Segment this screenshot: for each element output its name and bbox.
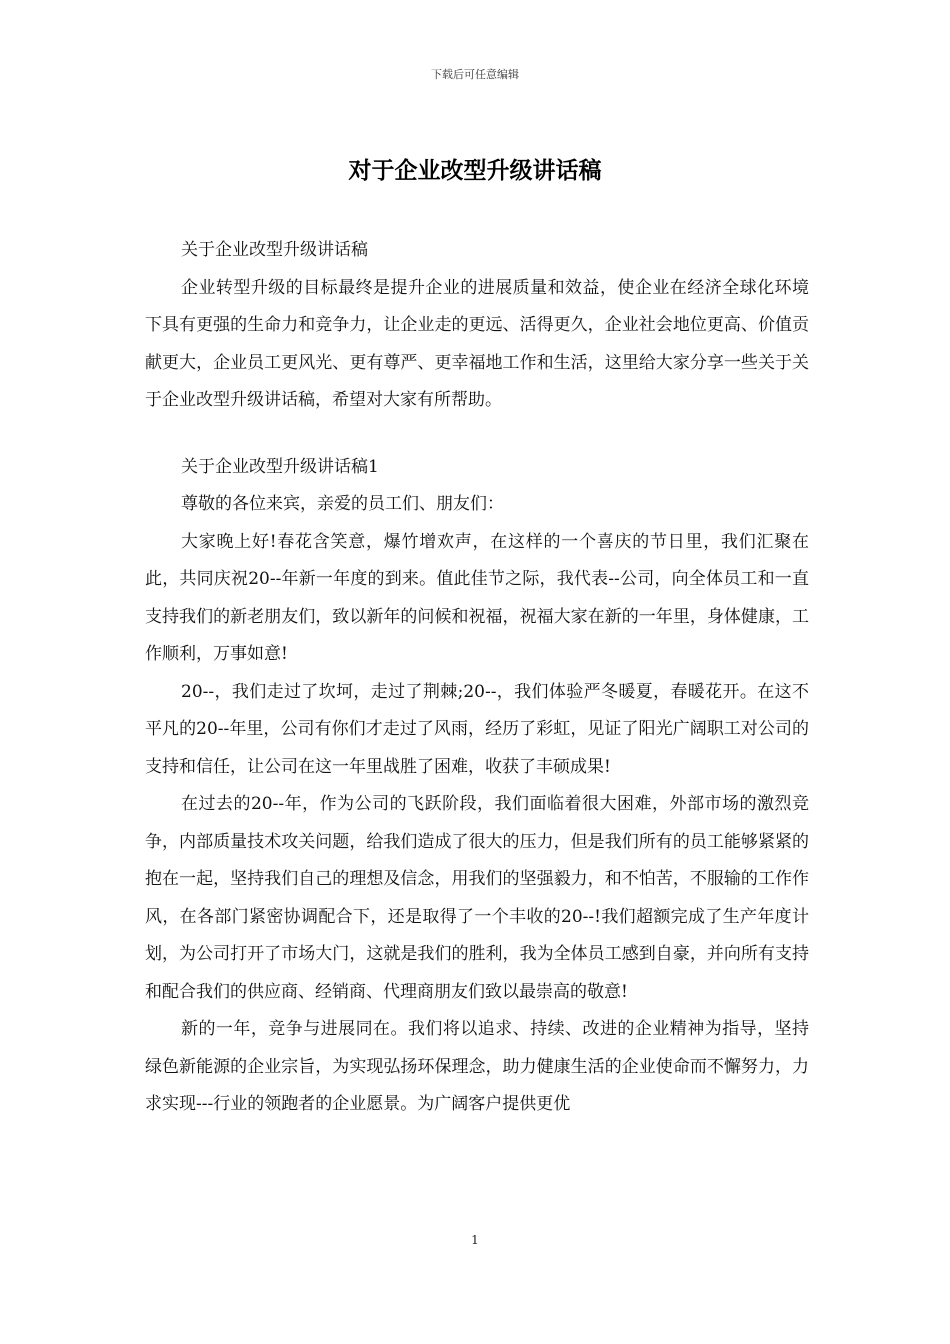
speech-heading: 关于企业改型升级讲话稿1 bbox=[181, 456, 379, 477]
document-body bbox=[145, 232, 809, 1124]
speech-paragraph: 20--，我们走过了坎坷，走过了荆棘;20--，我们体验严冬暖夏，春暖花开。在这不平凡的20--年里，公司有你们才走过了风雨，经历了彩虹，见证了阳光广阔职工对公司的支持和信任，让公司在这一年里战胜了困难，收获了丰硕成果! bbox=[145, 681, 809, 777]
intro-paragraph: 企业转型升级的目标最终是提升企业的进展质量和效益，使企业在经济全球化环境下具有更强的生命力和竞争力，让企业走的更远、活得更久，企业社会地位更高、价值贡献更大，企业员工更风光、更有尊严、更幸福地工作和生活，这里给大家分享一些关于关于企业改型升级讲话稿，希望对大家有所帮助。 bbox=[145, 277, 809, 410]
speech-paragraph: 新的一年，竞争与进展同在。我们将以追求、持续、改进的企业精神为指导，坚持绿色新能源的企业宗旨，为实现弘扬环保理念，助力健康生活的企业使命而不懈努力，力求实现---行业的领跑者的企业愿景。为广阔客户提供更优 bbox=[145, 1019, 809, 1114]
document-title: 对于企业改型升级讲话稿 bbox=[348, 157, 602, 184]
header-note: 下载后可任意编辑 bbox=[431, 68, 519, 81]
speech-greeting: 尊敬的各位来宾，亲爱的员工们、朋友们： bbox=[181, 494, 504, 514]
intro-subtitle: 关于企业改型升级讲话稿 bbox=[181, 240, 368, 260]
page-number: 1 bbox=[471, 1233, 479, 1247]
speech-paragraph: 在过去的20--年，作为公司的飞跃阶段，我们面临着很大困难，外部市场的激烈竞争，内部质量技术攻关问题，给我们造成了很大的压力，但是我们所有的员工能够紧紧的抱在一起，坚持我们自己的理想及信念，用我们的坚强毅力，和不怕苦，不服输的工作作风，在各部门紧密协调配合下，还是取得了一个丰收的20--!我们超额完成了生产年度计划，为公司打开了市场大门，这就是我们的胜利，我为全体员工感到自豪，并向所有支持和配合我们的供应商、经销商、代理商朋友们致以最崇高的敬意! bbox=[145, 794, 809, 1002]
speech-paragraph: 大家晚上好!春花含笑意，爆竹增欢声，在这样的一个喜庆的节日里，我们汇聚在此，共同庆祝20--年新一年度的到来。值此佳节之际，我代表--公司，向全体员工和一直支持我们的新老朋友们，致以新年的问候和祝福，祝福大家在新的一年里，身体健康，工作顺利，万事如意! bbox=[145, 531, 809, 664]
section-spacer bbox=[145, 420, 809, 449]
